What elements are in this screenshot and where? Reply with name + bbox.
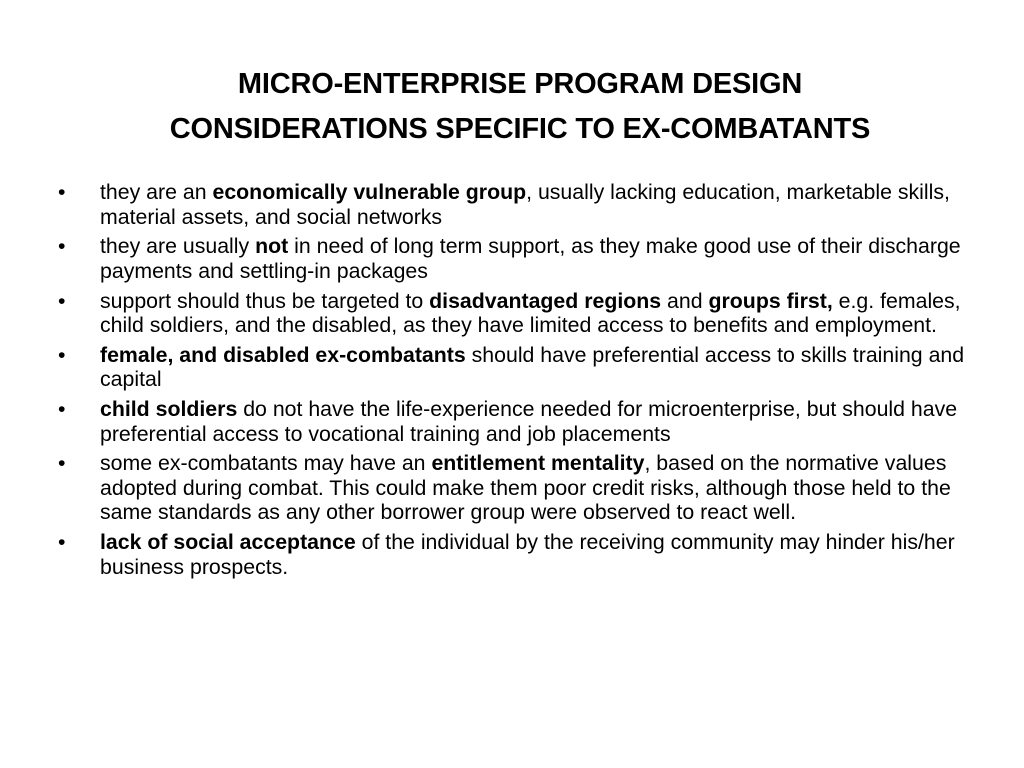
bullet-segment: support should thus be targeted to [100,288,430,313]
bullet-emphasis: entitlement mentality [431,451,645,476]
bullet-emphasis: disadvantaged regions [429,288,662,313]
bullet-emphasis: groups first, [708,288,833,313]
bullet-list [58,180,978,585]
bullet-dot-icon: • [58,530,66,555]
bullet-text [100,234,961,283]
bullet-item [58,180,978,229]
bullet-text [100,343,964,392]
bullet-dot-icon: • [58,451,66,476]
bullet-segment: they are an [100,180,213,204]
bullet-segment: of the individual by the receiving community may hinder his/her business prospects. [100,530,955,579]
bullet-dot-icon: • [58,180,66,204]
bullet-emphasis: female, and disabled ex-combatants [100,342,466,367]
bullet-dot-icon: • [58,342,66,367]
slide-title-line-2: CONSIDERATIONS SPECIFIC TO EX-COMBATANTS [169,113,871,145]
bullet-segment: they are usually [100,234,256,259]
bullet-emphasis: not [255,234,289,259]
bullet-segment: in need of long term support, as they make good use of their discharge payments and settling-in packages [100,234,961,283]
bullet-segment: , usually lacking education, marketable skills, material assets, and social networks [100,180,950,229]
bullet-segment: do not have the life-experience needed for microenterprise, but should have preferential access to vocational training and job placements [100,397,958,446]
bullet-text [100,451,951,524]
bullet-dot-icon: • [58,288,66,313]
bullet-emphasis: lack of social acceptance [100,530,356,555]
bullet-text [100,530,955,579]
bullet-dot-icon: • [58,234,66,259]
bullet-item [58,530,978,579]
bullet-text [100,180,950,229]
bullet-item [58,343,978,392]
bullet-segment: , based on the normative values adopted during combat. This could make them poor credit risks, although those held to the same standards as any other borrower group were observed to react well. [100,451,951,525]
bullet-emphasis: economically vulnerable group [212,180,527,204]
bullet-segment: and [661,288,709,313]
bullet-emphasis: child soldiers [100,397,238,422]
bullet-item [58,234,978,283]
bullet-item [58,289,978,338]
bullet-text [100,289,961,338]
bullet-dot-icon: • [58,397,66,422]
bullet-item [58,397,978,446]
bullet-item [58,451,978,525]
bullet-segment: e.g. females, child soldiers, and the disabled, as they have limited access to benefits and employment. [100,288,961,338]
bullet-segment: should have preferential access to skills training and capital [100,342,965,392]
slide-title [80,62,960,152]
bullet-segment: some ex-combatants may have an [100,451,432,476]
bullet-text [100,397,957,446]
slide-title-line-1: MICRO-ENTERPRISE PROGRAM DESIGN [237,68,803,100]
